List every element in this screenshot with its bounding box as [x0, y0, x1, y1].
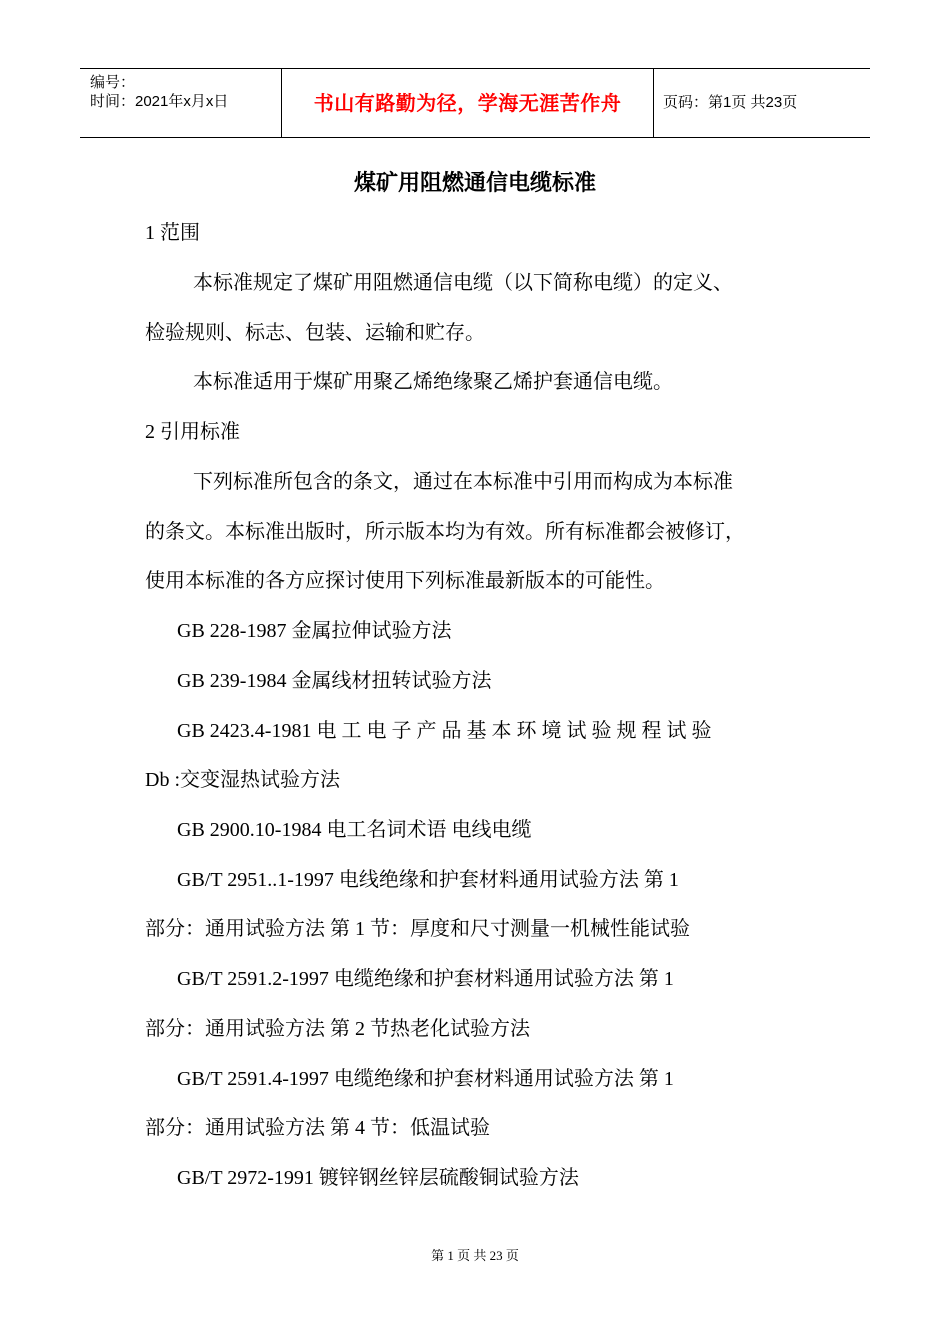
- time-label: 时间：2021年x月x日: [90, 93, 229, 110]
- section-heading: 1 范围: [145, 222, 200, 244]
- paragraph-line: 检验规则、标志、包装、运输和贮存。: [145, 322, 485, 344]
- header-page-info: 页码：第1页 共23页: [663, 94, 798, 111]
- reference-line: GB/T 2591.2-1997 电缆绝缘和护套材料通用试验方法 第 1: [177, 968, 674, 990]
- reference-line: Db :交变湿热试验方法: [145, 769, 340, 791]
- paragraph-line: 本标准适用于煤矿用聚乙烯绝缘聚乙烯护套通信电缆。: [193, 371, 673, 393]
- reference-line: GB 228-1987 金属拉伸试验方法: [177, 620, 452, 642]
- header-cell-page: [654, 69, 870, 137]
- page-footer: 第 1 页 共 23 页: [431, 1248, 519, 1263]
- header-table: [80, 68, 870, 138]
- motto-text: 书山有路勤为径，学海无涯苦作舟: [313, 93, 622, 115]
- reference-line: 部分：通用试验方法 第 1 节：厚度和尺寸测量一机械性能试验: [145, 918, 690, 940]
- paragraph-line: 使用本标准的各方应探讨使用下列标准最新版本的可能性。: [145, 570, 665, 592]
- document-title: 煤矿用阻燃通信电缆标准: [353, 171, 596, 196]
- header-cell-meta: [80, 69, 282, 137]
- reference-line: GB 239-1984 金属线材扭转试验方法: [177, 670, 492, 692]
- paragraph-line: 本标准规定了煤矿用阻燃通信电缆（以下简称电缆）的定义、: [193, 272, 733, 294]
- reference-line: 部分：通用试验方法 第 2 节热老化试验方法: [145, 1018, 530, 1040]
- section-heading: 2 引用标准: [145, 421, 240, 443]
- reference-line: 部分：通用试验方法 第 4 节：低温试验: [145, 1117, 490, 1139]
- reference-line: GB 2423.4-1981 电 工 电 子 产 品 基 本 环 境 试 验 规 程 试 验: [177, 720, 712, 742]
- paragraph-line: 的条文。本标准出版时，所示版本均为有效。所有标准都会被修订，: [145, 521, 745, 543]
- reference-line: GB/T 2972-1991 镀锌钢丝锌层硫酸铜试验方法: [177, 1167, 579, 1189]
- paragraph-line: 下列标准所包含的条文，通过在本标准中引用而构成为本标准: [193, 471, 733, 493]
- reference-line: GB/T 2951..1-1997 电线绝缘和护套材料通用试验方法 第 1: [177, 869, 679, 891]
- reference-line: GB 2900.10-1984 电工名词术语 电线电缆: [177, 819, 532, 841]
- number-label: 编号：: [90, 74, 136, 91]
- reference-line: GB/T 2591.4-1997 电缆绝缘和护套材料通用试验方法 第 1: [177, 1068, 674, 1090]
- header-cell-motto: [282, 69, 654, 137]
